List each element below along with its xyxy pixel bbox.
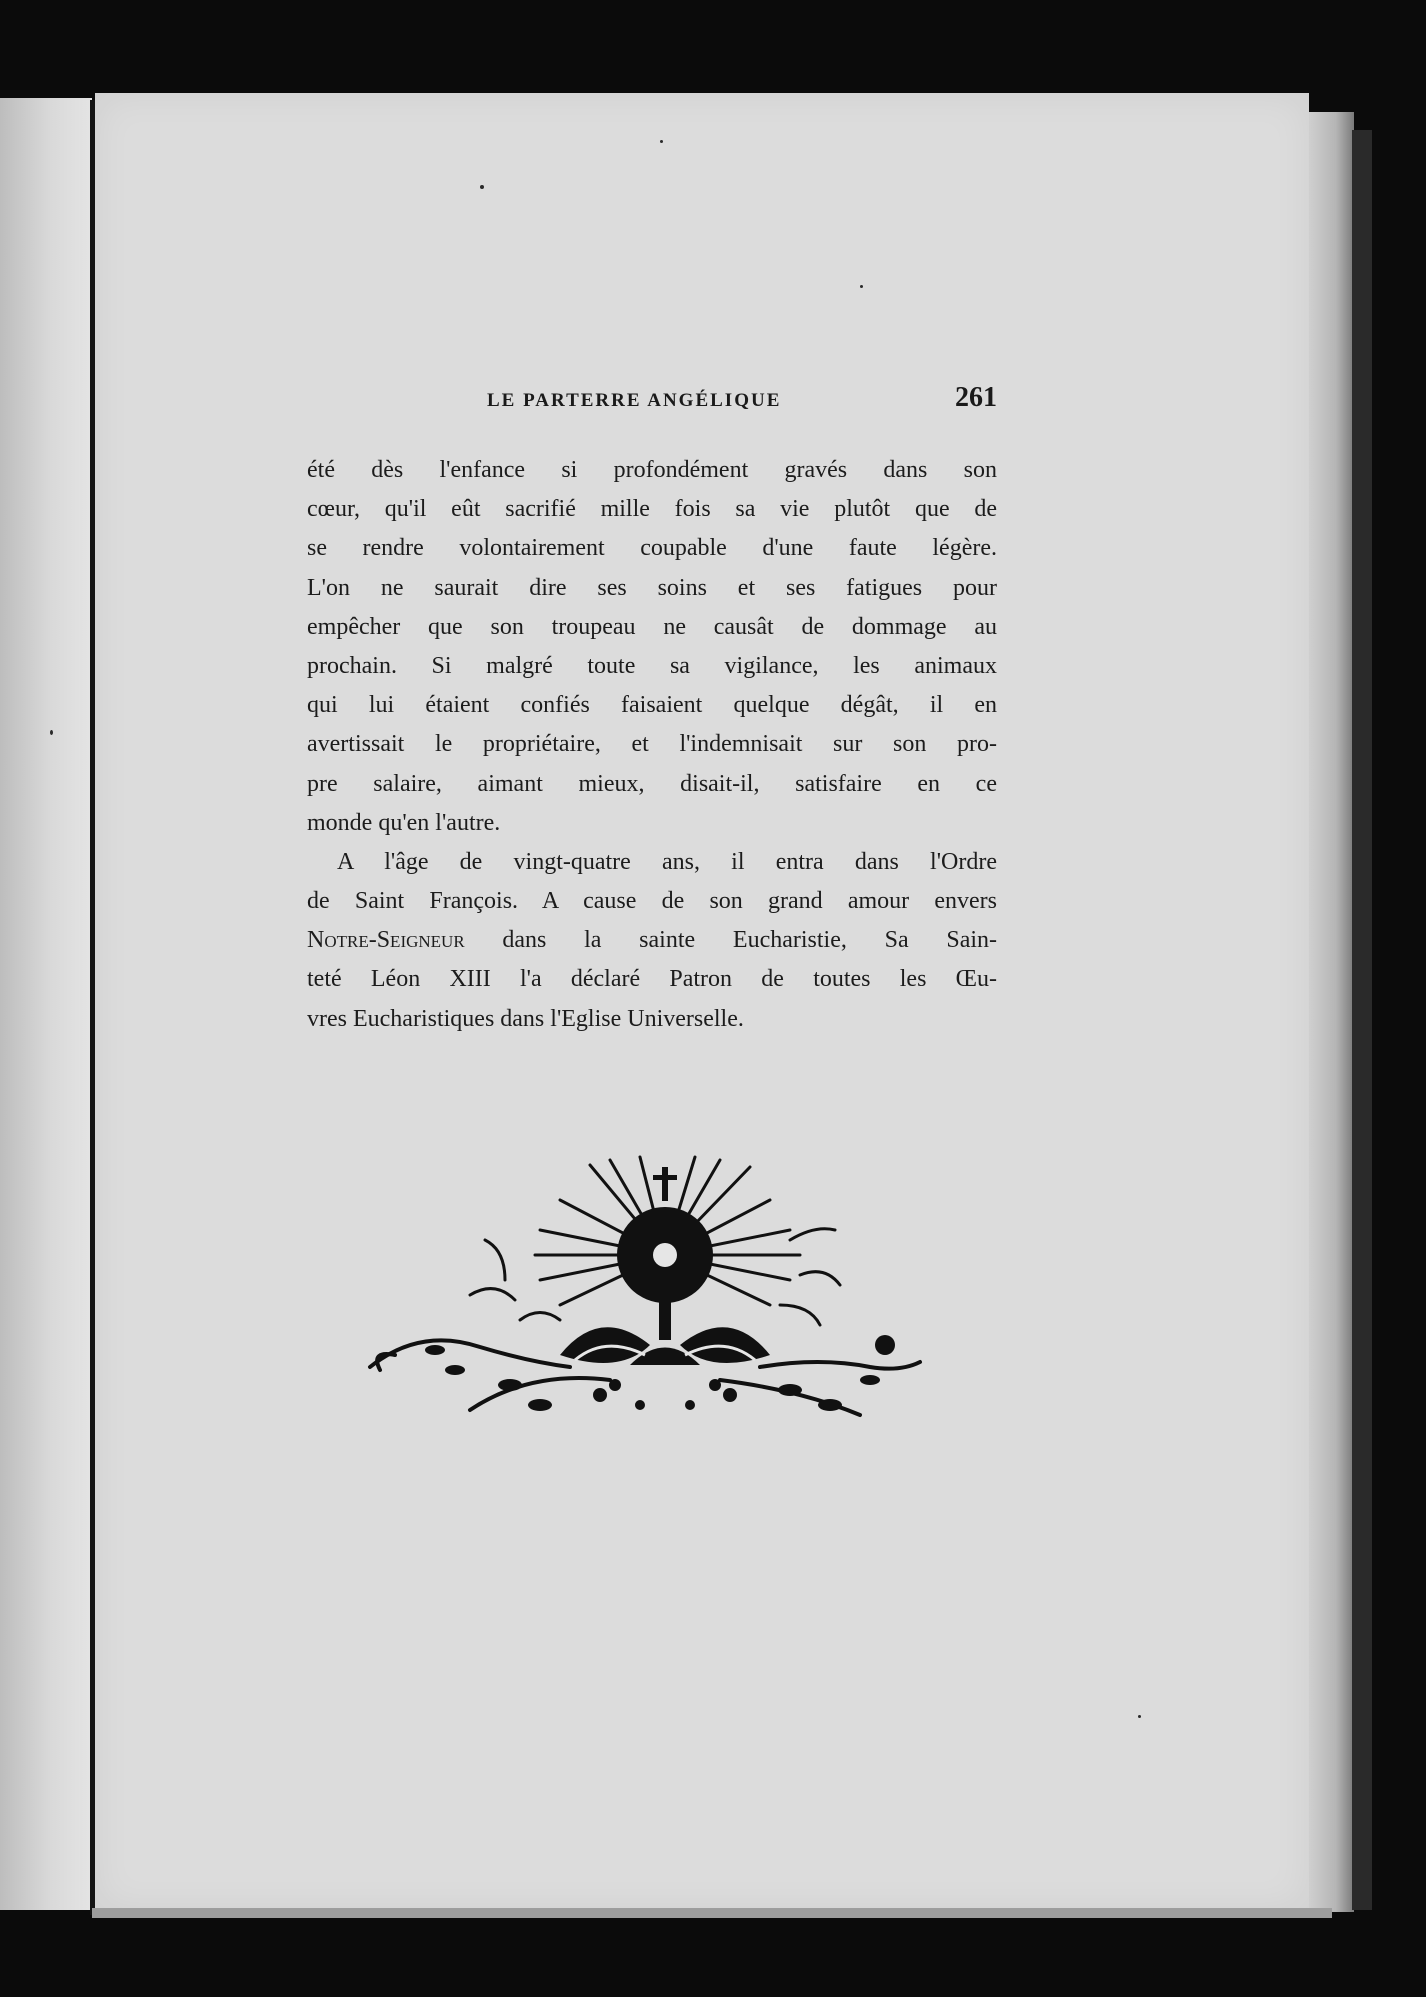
- text-line: empêcher que son troupeau ne causât de dommage au: [307, 613, 997, 640]
- paragraph-2: [307, 843, 997, 1039]
- text-line: qui lui étaient confiés faisaient quelque dégât, il en: [307, 692, 997, 719]
- text-line: cœur, qu'il eût sacrifié mille fois sa vie plutôt que de: [307, 496, 997, 523]
- page-stack-edge: [1309, 112, 1354, 1912]
- text-line: monde qu'en l'autre.: [307, 809, 501, 836]
- text-line-mixed: [307, 921, 997, 960]
- text-line: vres Eucharistiques dans l'Eglise Universelle.: [307, 1005, 744, 1032]
- text-line: teté Léon XIII l'a déclaré Patron de toutes les Œu-: [307, 966, 997, 993]
- text-line: L'on ne saurait dire ses soins et ses fatigues pour: [307, 574, 997, 601]
- text-line: se rendre volontairement coupable d'une faute légère.: [307, 535, 997, 562]
- text-line: prochain. Si malgré toute sa vigilance, les animaux: [307, 652, 997, 679]
- text-line: pre salaire, aimant mieux, disait-il, satisfaire en ce: [307, 770, 997, 797]
- scan-speck: [660, 140, 663, 143]
- scan-speck: [50, 730, 53, 735]
- running-head: LE PARTERRE ANGÉLIQUE: [487, 390, 782, 411]
- scan-speck: [860, 285, 863, 288]
- scan-speck: [480, 185, 484, 189]
- text-run: dans la sainte Eucharistie, Sa Sain-: [464, 927, 997, 954]
- book-cover-edge: [1352, 130, 1372, 1910]
- page-number: 261: [955, 382, 997, 413]
- text-line: avertissait le propriétaire, et l'indemnisait sur son pro-: [307, 731, 997, 758]
- text-line: A l'âge de vingt-quatre ans, il entra dans l'Ordre: [337, 848, 997, 875]
- small-caps-name: Notre-Seigneur: [307, 927, 465, 954]
- scan-speck: [1138, 1715, 1141, 1718]
- text-line: de Saint François. A cause de son grand amour envers: [307, 888, 997, 915]
- monstrance-ornament-icon: [360, 1155, 930, 1440]
- text-line: été dès l'enfance si profondément gravés dans son: [307, 457, 997, 483]
- body-text: [307, 451, 997, 1039]
- paragraph-1: [307, 451, 997, 843]
- page-header: [307, 382, 997, 422]
- page-bottom-edge: [92, 1908, 1332, 1918]
- facing-page-edge: [0, 98, 92, 1910]
